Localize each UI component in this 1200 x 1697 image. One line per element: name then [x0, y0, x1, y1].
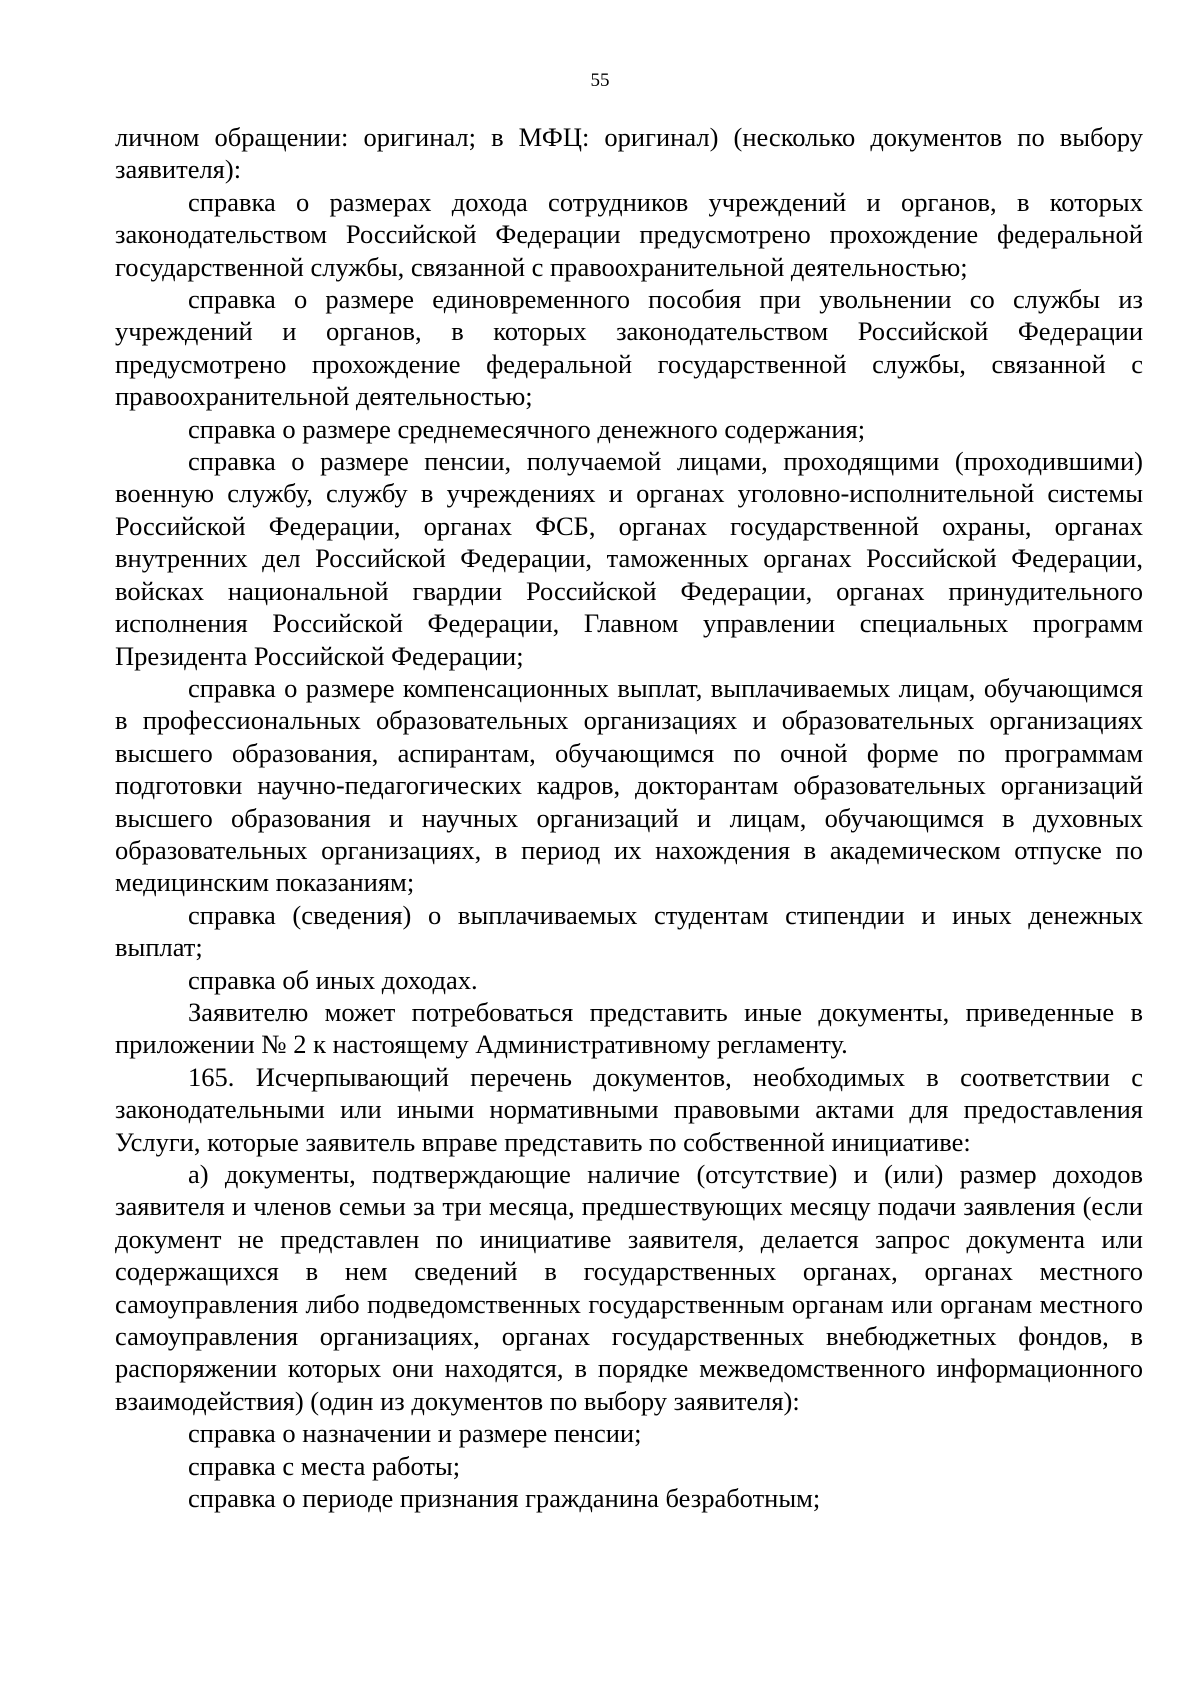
- paragraph-compensation-payments: справка о размере компенсационных выплат, выплачиваемых лицам, обучающимся в профессиональных образовательных организациях и образовательных организациях высшего образования, аспирантам, обучающимся по очной форме по программам подготовки научно-педагогических кадров, докторантам образовательных организаций высшего образования и научных организаций и лицам, обучающимся в духовных образовательных организациях, в период их нахождения в академическом отпуске по медицинским показаниям;: [115, 672, 1143, 898]
- document-body: [115, 121, 1143, 1514]
- paragraph-pension-assignment: справка о назначении и размере пенсии;: [188, 1418, 642, 1449]
- paragraph-average-monthly-pay: справка о размере среднемесячного денежного содержания;: [188, 413, 866, 444]
- paragraph-pension-certificate: справка о размере пенсии, получаемой лицами, проходящими (проходившими) военную службу, службу в учреждениях и органах уголовно-исполнительной системы Российской Федерации, органах ФСБ, органах государственной охраны, органах внутренних дел Российской Федерации, таможенных органах Российской Федерации, войсках национальной гвардии Российской Федерации, органах принудительного исполнения Российской Федерации, Главном управлении специальных программ Президента Российской Федерации;: [115, 446, 1143, 671]
- paragraph-other-income: справка об иных доходах.: [188, 964, 478, 995]
- paragraph-unemployment-period: справка о периоде признания гражданина безработным;: [188, 1483, 821, 1514]
- paragraph-severance-allowance: справка о размере единовременного пособия при увольнении со службы из учреждений и органов, в которых законодательством Российской Федерации предусмотрено прохождение федеральной государственной службы, связанной с правоохранительной деятельностью;: [115, 284, 1143, 412]
- paragraph-scholarship: справка (сведения) о выплачиваемых студентам стипендии и иных денежных выплат;: [115, 899, 1143, 963]
- page-number: 55: [590, 70, 610, 91]
- paragraph-income-certificate-law-enforcement: справка о размерах дохода сотрудников учреждений и органов, в которых законодательством Российской Федерации предусмотрено прохождение федеральной государственной службы, связанной с правоохранительной деятельностью;: [115, 186, 1143, 282]
- paragraph-subitem-a: а) документы, подтверждающие наличие (отсутствие) и (или) размер доходов заявителя и членов семьи за три месяца, предшествующих месяцу подачи заявления (если документ не представлен по инициативе заявителя, делается запрос документа или содержащихся в нем сведений в государственных органах, органах местного самоуправления либо подведомственных государственным органам или органам местного самоуправления организациях, органах государственных внебюджетных фондов, в распоряжении которых они находятся, в порядке межведомственного информационного взаимодействия) (один из документов по выбору заявителя):: [115, 1159, 1143, 1416]
- paragraph-item-165: 165. Исчерпывающий перечень документов, необходимых в соответствии с законодательными или иными нормативными правовыми актами для предоставления Услуги, которые заявитель вправе представить по собственной инициативе:: [115, 1061, 1143, 1157]
- paragraph-continuation: личном обращении: оригинал; в МФЦ: оригинал) (несколько документов по выбору заявителя):: [115, 122, 1143, 185]
- paragraph-workplace-certificate: справка с места работы;: [188, 1450, 461, 1481]
- paragraph-other-documents: Заявителю может потребоваться представить иные документы, приведенные в приложении № 2 к настоящему Административному регламенту.: [115, 996, 1143, 1060]
